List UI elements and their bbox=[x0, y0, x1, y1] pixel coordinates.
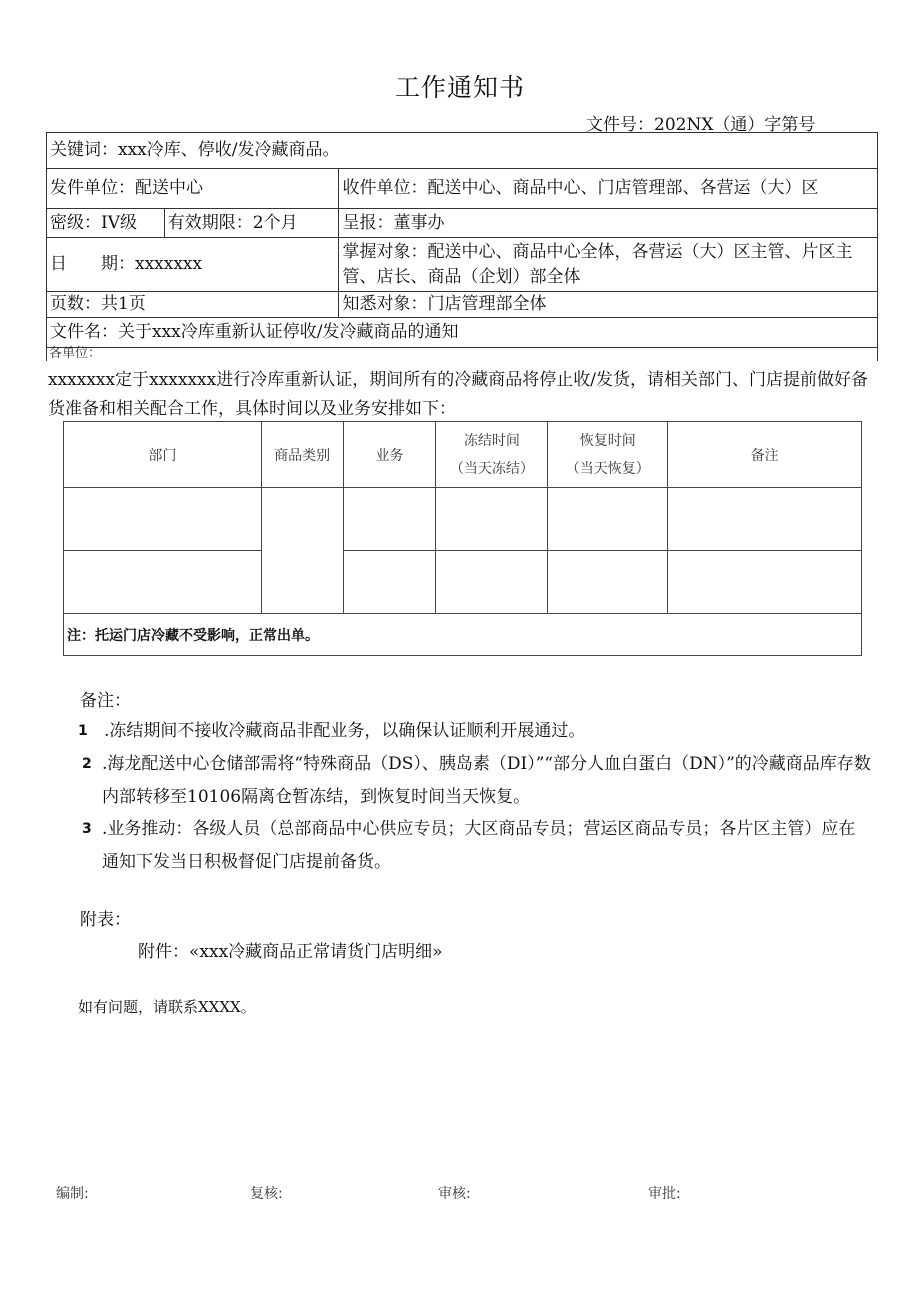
table-cell bbox=[343, 488, 436, 551]
signature-reviewed: 复核: bbox=[250, 1186, 283, 1202]
col-header-department: 部门 bbox=[64, 422, 262, 488]
header-table bbox=[46, 132, 878, 348]
sender-cell: 发件单位：配送中心 bbox=[47, 169, 339, 209]
remark-item-3 bbox=[82, 813, 872, 879]
security-level-cell: 密级：IV级 bbox=[47, 209, 165, 238]
table-cell bbox=[64, 488, 262, 551]
informed-targets-cell: 知悉对象：门店管理部全体 bbox=[339, 292, 878, 318]
col-header-remark: 备注 bbox=[668, 422, 862, 488]
signature-prepared: 编制: bbox=[56, 1186, 89, 1202]
remark-item-1 bbox=[78, 715, 868, 748]
resume-time-label: 恢复时间 bbox=[579, 432, 636, 449]
remarks-heading: 备注： bbox=[80, 691, 131, 711]
salutation: 各单位： bbox=[49, 346, 102, 361]
table-cell bbox=[668, 488, 862, 551]
date-cell: 日 期：xxxxxxx bbox=[47, 238, 339, 292]
col-header-resume-time bbox=[548, 422, 668, 488]
table-cell bbox=[261, 488, 343, 614]
freeze-time-label: 冻结时间 bbox=[463, 432, 520, 449]
table-cell bbox=[343, 551, 436, 614]
intro-paragraph: xxxxxxx定于xxxxxxx进行冷库重新认证，期间所有的冷藏商品将停止收/发货，请相关部门、门店提前做好备货准备和相关配合工作，具体时间以及业务安排如下： bbox=[48, 370, 868, 419]
table-row bbox=[64, 488, 862, 551]
table-cell bbox=[436, 551, 548, 614]
signature-audited: 审核: bbox=[438, 1186, 471, 1202]
report-to-cell: 呈报：董事办 bbox=[339, 209, 878, 238]
resume-time-note: （当天恢复） bbox=[565, 460, 650, 477]
schedule-note: 注：托运门店冷藏不受影响，正常出单。 bbox=[64, 614, 862, 656]
header-table-tail bbox=[46, 337, 878, 361]
table-cell bbox=[548, 551, 668, 614]
table-cell bbox=[436, 488, 548, 551]
remark-text: .业务推动：各级人员（总部商品中心供应专员；大区商品专员；营运区商品专员；各片区主管）应在通知下发当日积极督促门店提前备货。 bbox=[102, 819, 856, 872]
remark-number: 2 bbox=[82, 756, 92, 772]
remark-text-content: .海龙配送中心仓储部需将“特殊商品（DS）、胰岛素（DI）”“部分人血白蛋白（DN）”的冷藏商品库存数内部转移至10106隔离仓暂冻结，到恢复时间当天恢复。 bbox=[102, 754, 871, 807]
document-title: 工作通知书 bbox=[394, 73, 525, 102]
keywords-cell: 关键词：xxx冷库、停收/发冷藏商品。 bbox=[47, 133, 878, 169]
page-count-cell: 页数：共1页 bbox=[47, 292, 339, 318]
table-cell bbox=[548, 488, 668, 551]
table-cell bbox=[668, 551, 862, 614]
col-header-freeze-time bbox=[436, 422, 548, 488]
schedule-table bbox=[63, 421, 862, 656]
freeze-time-note: （当天冻结） bbox=[449, 460, 534, 477]
remark-item-2 bbox=[82, 748, 872, 814]
col-header-category: 商品类别 bbox=[261, 422, 343, 488]
remark-text bbox=[102, 748, 872, 814]
appendix-heading: 附表： bbox=[80, 910, 131, 930]
col-header-business: 业务 bbox=[343, 422, 436, 488]
recipient-cell: 收件单位：配送中心、商品中心、门店管理部、各营运（大）区 bbox=[339, 169, 878, 209]
file-name-cell: 文件名：关于xxx冷库重新认证停收/发冷藏商品的通知 bbox=[47, 318, 878, 348]
attachment-line: 附件：«xxx冷藏商品正常请货门店明细» bbox=[138, 942, 443, 962]
remark-number: 3 bbox=[82, 821, 92, 837]
table-cell bbox=[64, 551, 262, 614]
document-number: 文件号：202NX（通）字第号 bbox=[586, 115, 816, 135]
remark-text: .冻结期间不接收冷藏商品非配业务，以确保认证顺利开展通过。 bbox=[104, 721, 586, 741]
table-row bbox=[64, 551, 862, 614]
contact-line: 如有问题，请联系XXXX。 bbox=[78, 998, 256, 1016]
validity-cell: 有效期限：2个月 bbox=[164, 209, 339, 238]
signature-approved: 审批: bbox=[648, 1186, 681, 1202]
control-targets-cell: 掌握对象：配送中心、商品中心全体，各营运（大）区主管、片区主管、店长、商品（企划）部全体 bbox=[339, 238, 878, 292]
remark-number: 1 bbox=[78, 723, 88, 739]
